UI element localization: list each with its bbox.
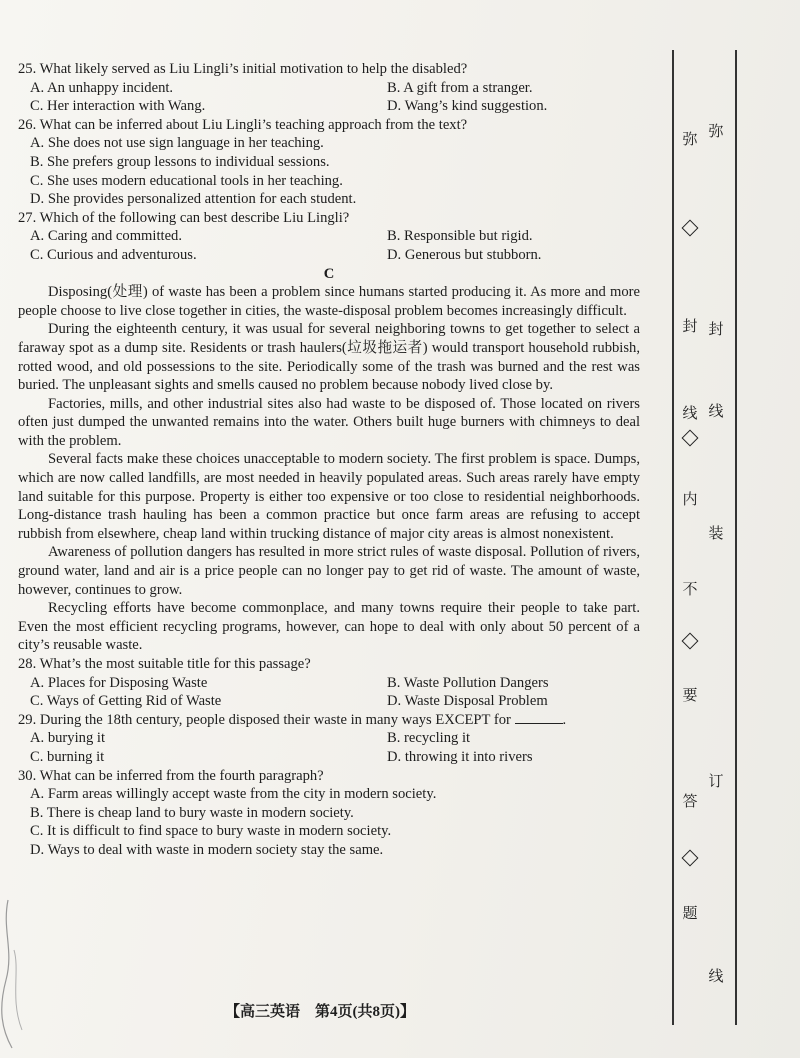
strip-char: 线	[708, 967, 724, 985]
option-b: B. recycling it	[387, 730, 471, 747]
question-27	[18, 209, 640, 265]
option-d: D. Waste Disposal Problem	[387, 693, 548, 710]
option-b: B. Responsible but rigid.	[387, 228, 533, 245]
option-b: B. A gift from a stranger.	[387, 79, 533, 96]
option-a: A. burying it	[30, 730, 105, 747]
question-28	[18, 655, 640, 711]
strip-char: 题	[682, 904, 698, 922]
question-stem: 29. During the 18th century, people disposed their waste in many ways EXCEPT for	[18, 711, 511, 728]
strip-char: 封	[708, 320, 724, 338]
question-stem: 27. Which of the following can best describe Liu Lingli?	[18, 209, 350, 226]
strip-char: 不	[682, 580, 698, 598]
option-b: B. She prefers group lessons to individual sessions.	[30, 153, 330, 170]
strip-char: 装	[708, 524, 724, 542]
question-stem-line	[18, 711, 640, 730]
question-29	[18, 711, 640, 767]
question-stem: 25. What likely served as Liu Lingli’s initial motivation to help the disabled?	[18, 61, 468, 77]
stem-end: .	[562, 711, 567, 728]
answer-blank	[515, 711, 563, 724]
option-c: C. burning it	[30, 748, 105, 765]
passage-paragraph: Awareness of pollution dangers has resulted in more strict rules of waste disposal. Pollution of rivers, ground water, land and air is a price people can no longer pay to get rid of waste. The amount of waste, however, continues to grow.	[18, 544, 640, 598]
binding-line-inner	[672, 50, 674, 1025]
strip-char: 答	[682, 792, 698, 810]
passage-paragraph: During the eighteenth century, it was usual for several neighboring towns to get together to select a faraway spot as a dump site. Residents or trash haulers(垃圾拖运者) would transport household rubbish, rotted wood, and old possessions to the site. Periodically some of the trash was burned and the rest was buried. The unpleasant sights and smells caused no problem because nobody lived close by.	[18, 321, 640, 394]
option-a: A. Caring and committed.	[30, 228, 182, 245]
question-26	[18, 116, 640, 209]
strip-char: 线	[682, 404, 698, 422]
option-d: D. throwing it into rivers	[387, 748, 533, 765]
question-30	[18, 767, 640, 860]
strip-char: 内	[682, 490, 698, 508]
question-stem: 26. What can be inferred about Liu Lingli’s teaching approach from the text?	[18, 116, 468, 133]
page-footer: 【高三英语 第4页(共8页)】	[225, 1004, 415, 1020]
pen-scribble	[0, 890, 30, 1050]
strip-char: 封	[682, 317, 698, 335]
option-c: C. Curious and adventurous.	[30, 246, 197, 263]
strip-char: 要	[682, 686, 698, 704]
passage-paragraph: Several facts make these choices unacceptable to modern society. The first problem is space. Dumps, which are now called landfills, are most needed in heavily populated areas. Such areas rarely have empty land suitable for this purpose. Property is either too expensive or too close to residential neighborhoods. Long-distance trash hauling has been a common practice but once farm areas are refusing to accept rubbish from elsewhere, cheap land within trucking distance of major city areas is almost nonexistent.	[18, 451, 640, 542]
option-d: D. Ways to deal with waste in modern society stay the same.	[30, 841, 384, 858]
strip-char: 线	[708, 402, 724, 420]
exam-content	[18, 60, 640, 860]
option-c: C. She uses modern educational tools in her teaching.	[30, 172, 343, 189]
option-d: D. Wang’s kind suggestion.	[387, 98, 548, 115]
option-d: D. Generous but stubborn.	[387, 246, 542, 263]
passage-paragraph: Disposing(处理) of waste has been a problem since humans started producing it. As more and more people choose to live close together in cities, the waste-disposal problem becomes increasingly difficult.	[18, 284, 640, 319]
option-a: A. She does not use sign language in her teaching.	[30, 135, 324, 152]
option-c: C. Her interaction with Wang.	[30, 98, 206, 115]
option-a: A. Farm areas willingly accept waste from the city in modern society.	[30, 786, 437, 803]
strip-char: 弥	[682, 130, 698, 148]
option-c: C. Ways of Getting Rid of Waste	[30, 693, 222, 710]
option-c: C. It is difficult to find space to bury waste in modern society.	[30, 823, 392, 840]
binding-line-outer	[735, 50, 737, 1025]
option-b: B. There is cheap land to bury waste in modern society.	[30, 804, 354, 821]
question-stem: 30. What can be inferred from the fourth paragraph?	[18, 767, 324, 784]
option-b: B. Waste Pollution Dangers	[387, 674, 549, 691]
question-25	[18, 60, 640, 116]
strip-char: 订	[708, 772, 724, 790]
passage-paragraph: Factories, mills, and other industrial sites also had waste to be disposed of. Those located on rivers often just dumped the unwanted remains into the water. Others built huge burners with chimneys to deal with the problem.	[18, 395, 640, 449]
question-stem: 28. What’s the most suitable title for this passage?	[18, 656, 311, 672]
section-title: C	[323, 265, 335, 282]
passage-paragraph: Recycling efforts have become commonplace, and many towns require their people to take part. Even the most efficient recycling programs, however, can hope to deal with only about 50 percent of a city’s reusable waste.	[18, 600, 640, 654]
option-d: D. She provides personalized attention for each student.	[30, 191, 357, 208]
option-a: A. Places for Disposing Waste	[30, 674, 208, 691]
strip-char: 弥	[708, 122, 724, 140]
option-a: A. An unhappy incident.	[30, 79, 174, 96]
